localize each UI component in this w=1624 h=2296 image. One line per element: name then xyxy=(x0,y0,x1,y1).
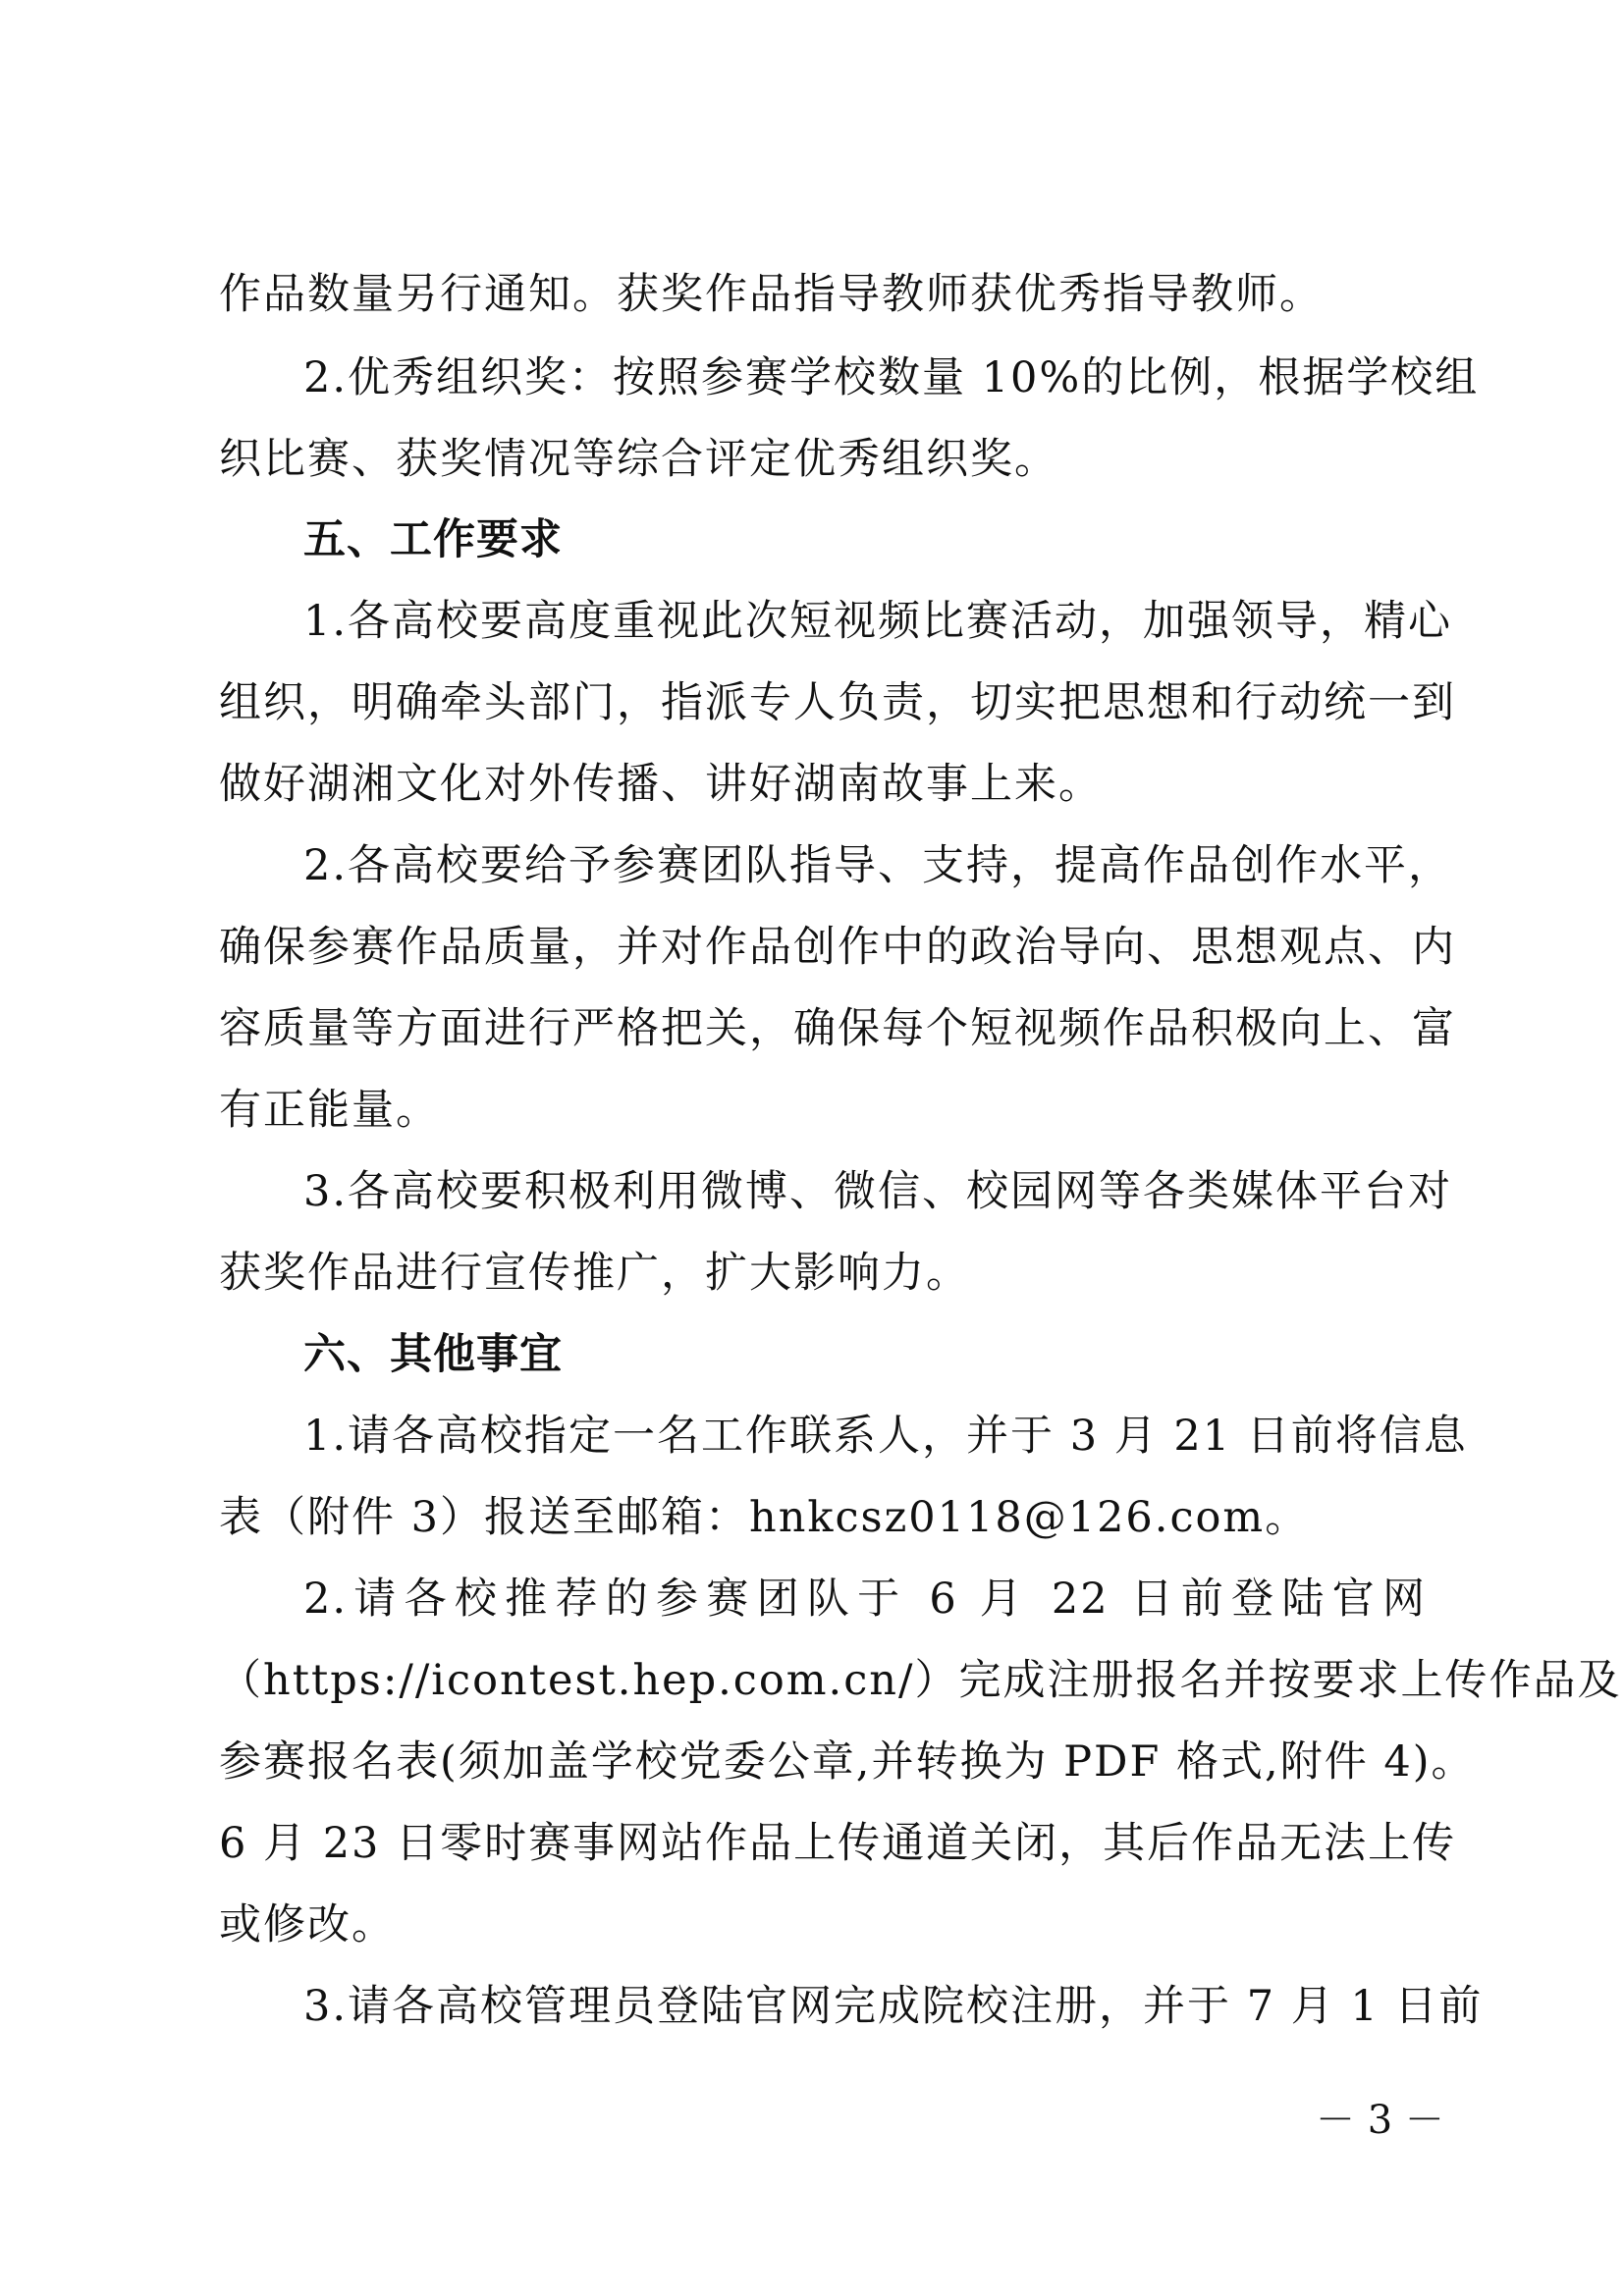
paragraph-line: 2.各高校要给予参赛团队指导、支持，提高作品创作水平， xyxy=(303,841,1453,890)
email-address-line: 表（附件 3）报送至邮箱：hnkcsz0118@126.com。 xyxy=(219,1493,1310,1542)
paragraph-line: 2.优秀组织奖：按照参赛学校数量 10%的比例，根据学校组 xyxy=(303,353,1480,402)
paragraph-line: 作品数量另行通知。获奖作品指导教师获优秀指导教师。 xyxy=(219,270,1324,319)
website-url-line: （https://icontest.hep.com.cn/）完成注册报名并按要求上传作品及 xyxy=(219,1656,1622,1705)
paragraph-line: 参赛报名表(须加盖学校党委公章,并转换为 PDF 格式,附件 4)。 xyxy=(219,1737,1476,1787)
paragraph-line: 6 月 23 日零时赛事网站作品上传通道关闭，其后作品无法上传 xyxy=(219,1819,1457,1868)
paragraph-line: 1.请各高校指定一名工作联系人，并于 3 月 21 日前将信息 xyxy=(303,1412,1468,1461)
paragraph-line: 有正能量。 xyxy=(219,1086,440,1135)
paragraph-line: 或修改。 xyxy=(219,1900,396,1949)
section-heading: 五、工作要求 xyxy=(303,515,563,564)
page-number: － 3 － xyxy=(1316,2098,1444,2143)
paragraph-line: 1.各高校要高度重视此次短视频比赛活动，加强领导，精心 xyxy=(303,597,1453,646)
paragraph-line: 获奖作品进行宣传推广，扩大影响力。 xyxy=(219,1249,970,1298)
paragraph-line: 3.各高校要积极利用微博、微信、校园网等各类媒体平台对 xyxy=(303,1167,1453,1216)
paragraph-line: 组织，明确牵头部门，指派专人负责，切实把思想和行动统一到 xyxy=(219,678,1456,727)
paragraph-line: 确保参赛作品质量，并对作品创作中的政治导向、思想观点、内 xyxy=(219,923,1456,972)
paragraph-line: 做好湖湘文化对外传播、讲好湖南故事上来。 xyxy=(219,760,1103,809)
paragraph-line: 容质量等方面进行严格把关，确保每个短视频作品积极向上、富 xyxy=(219,1004,1456,1053)
paragraph-line: 3.请各高校管理员登陆官网完成院校注册，并于 7 月 1 日前 xyxy=(303,1982,1484,2031)
paragraph-line: 2.请各校推荐的参赛团队于 6 月 22 日前登陆官网 xyxy=(303,1575,1427,1624)
section-heading: 六、其他事宜 xyxy=(303,1330,563,1379)
paragraph-line: 织比赛、获奖情况等综合评定优秀组织奖。 xyxy=(219,435,1058,484)
